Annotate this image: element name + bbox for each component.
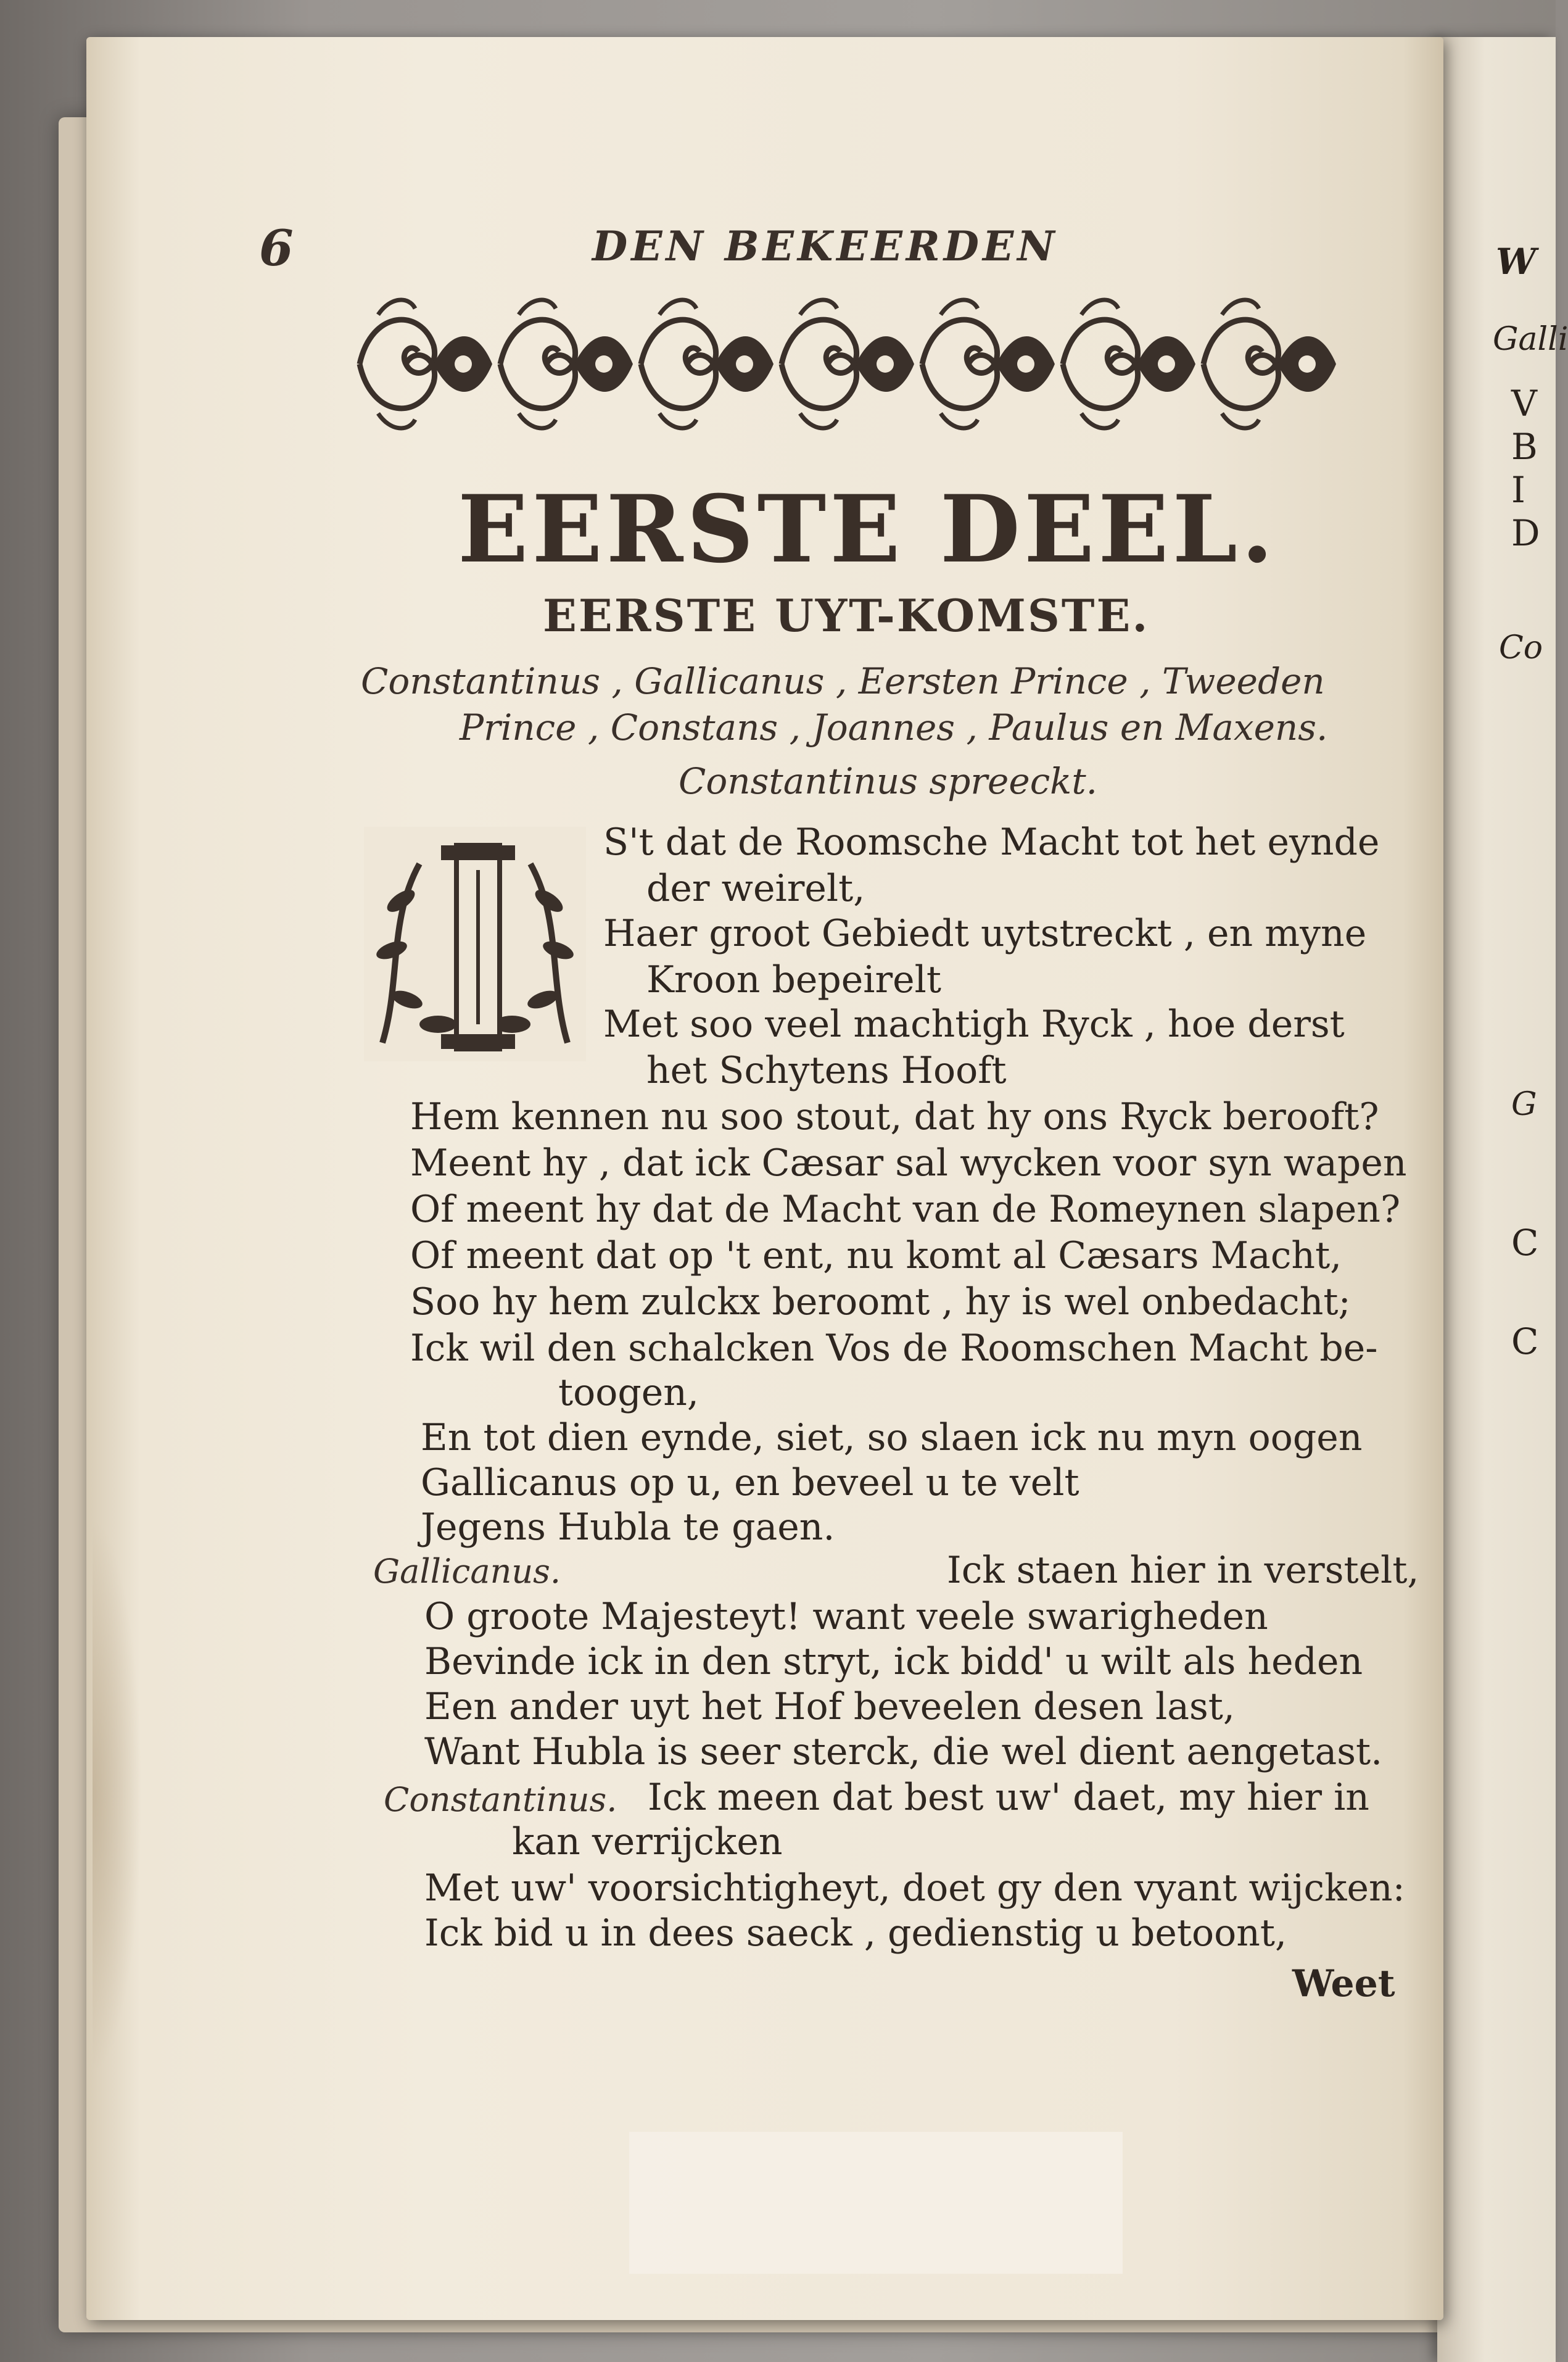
page-number: 6 — [259, 219, 294, 277]
verse-line: Jegens Hubla te gaen. — [421, 1506, 835, 1549]
verse-line: toogen, — [558, 1371, 699, 1414]
adjacent-fragment: Galli — [1493, 321, 1568, 358]
adjacent-fragment: G — [1511, 1086, 1537, 1123]
verse-line: S't dat de Roomsche Macht tot het eynde — [603, 821, 1380, 864]
verse-line: Soo hy hem zulckx beroomt , hy is wel onbedacht; — [410, 1280, 1351, 1324]
cast-list-line: Constantinus , Gallicanus , Eersten Prince , Tweeden — [361, 660, 1325, 702]
verse-line: Gallicanus op u, en beveel u te velt — [421, 1461, 1079, 1504]
adjacent-fragment: C — [1511, 1320, 1539, 1362]
verse-line: Kroon bepeirelt — [646, 958, 941, 1001]
verse-line: Ick wil den schalcken Vos de Roomschen Macht be- — [410, 1327, 1378, 1370]
adjacent-fragment: D — [1511, 512, 1540, 554]
blank-label — [629, 2132, 1123, 2274]
catchword: Weet — [1292, 1962, 1395, 2005]
verse-line: het Schytens Hooft — [646, 1049, 1007, 1092]
stage-direction: Constantinus spreeckt. — [679, 760, 1098, 802]
verse-line: Bevinde ick in den stryt, ick bidd' u wilt als heden — [424, 1640, 1363, 1683]
verse-line: Meent hy , dat ick Cæsar sal wycken voor syn wapen — [410, 1142, 1407, 1185]
scene-title: EERSTE UYT-KOMSTE. — [543, 589, 1150, 642]
speaker-name: Gallicanus. — [373, 1552, 561, 1591]
verse-line: Met uw' voorsichtigheyt, doet gy den vyant wijcken: — [424, 1867, 1405, 1910]
page-stain — [93, 1518, 142, 2073]
adjacent-fragment: W — [1496, 241, 1537, 283]
verse-line: En tot dien eynde, siet, so slaen ick nu myn oogen — [421, 1416, 1363, 1459]
verse-line: O groote Majesteyt! want veele swarigheden — [424, 1595, 1268, 1638]
adjacent-fragment: B — [1511, 426, 1538, 468]
verse-line: Een ander uyt het Hof beveelen desen last, — [424, 1685, 1235, 1728]
speaker-name: Constantinus. — [384, 1780, 617, 1819]
verse-line: der weirelt, — [646, 867, 865, 910]
adjacent-fragment: C — [1511, 1222, 1539, 1264]
verse-line: kan verrijcken — [512, 1820, 783, 1863]
verse-line: Haer groot Gebiedt uytstreckt , en myne — [603, 912, 1367, 955]
verse-line: Of meent dat op 't ent, nu komt al Cæsars Macht, — [410, 1234, 1342, 1277]
adjacent-fragment: I — [1511, 469, 1525, 511]
decorated-initial-I — [364, 827, 586, 1061]
verse-line: Hem kennen nu soo stout, dat hy ons Ryck berooft? — [410, 1095, 1379, 1138]
verse-line: Ick bid u in dees saeck , gedienstig u betoont, — [424, 1912, 1287, 1955]
verse-line: Ick staen hier in verstelt, — [947, 1549, 1419, 1592]
adjacent-fragment: V — [1511, 383, 1537, 425]
verse-line: Met soo veel machtigh Ryck , hoe derst — [603, 1003, 1345, 1046]
verse-line: Of meent hy dat de Macht van de Romeynen slapen? — [410, 1188, 1401, 1231]
cast-list-line: Prince , Constans , Joannes , Paulus en Maxens. — [460, 707, 1328, 748]
verse-line: Ick meen dat best uw' daet, my hier in — [648, 1776, 1369, 1819]
adjacent-page — [1437, 37, 1568, 2362]
ornament-band — [353, 290, 1372, 438]
page-title: EERSTE DEEL. — [458, 475, 1277, 584]
running-title: DEN BEKEERDEN — [592, 222, 1058, 270]
adjacent-fragment: Co — [1499, 629, 1543, 666]
verse-line: Want Hubla is seer sterck, die wel dient aengetast. — [424, 1730, 1383, 1773]
